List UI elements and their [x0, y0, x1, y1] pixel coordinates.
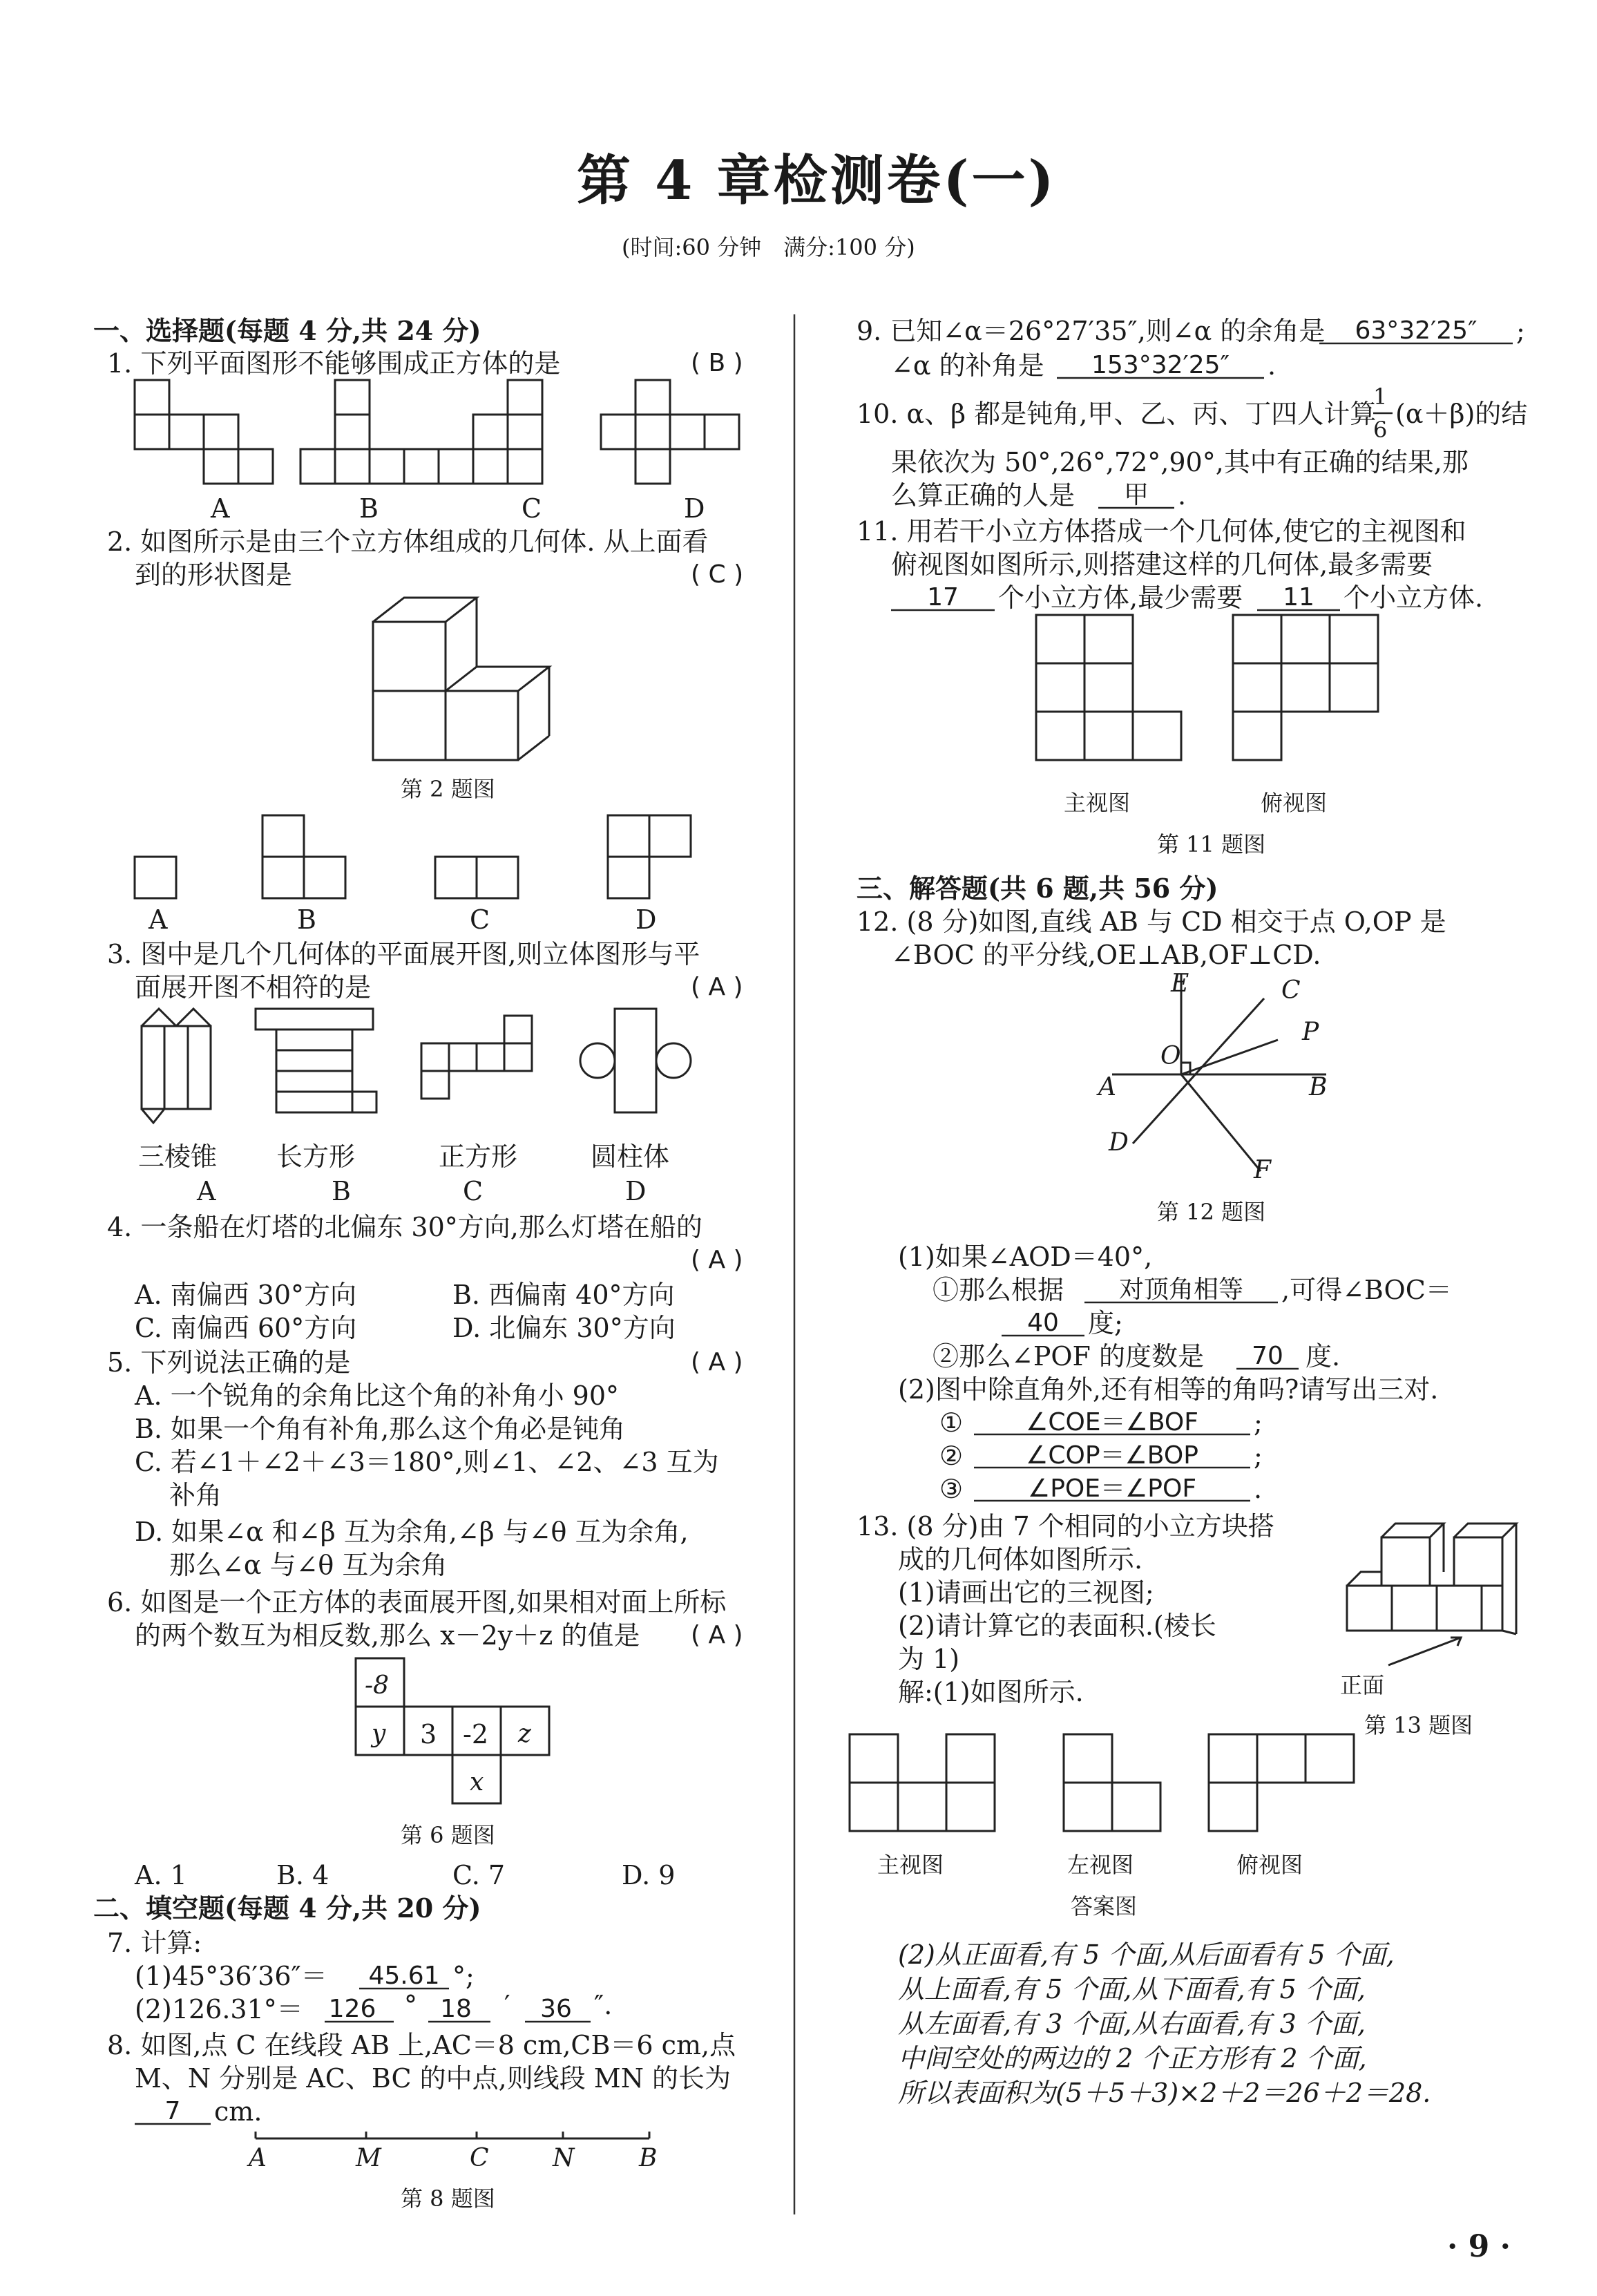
q9-text-line2: ∠α 的补角是	[891, 350, 1044, 381]
q7-part2-degrees: 126	[328, 1995, 376, 2023]
q2-answer: ( C )	[691, 560, 744, 589]
q12-part1a-value: 40	[1027, 1309, 1059, 1337]
section-choice-heading: 一、选择题(每题 4 分,共 24 分)	[93, 315, 481, 346]
q13-answer-main-view-label: 主视图	[877, 1852, 944, 1878]
q4-option-c: C. 南偏西 60°方向	[135, 1313, 357, 1343]
q7-part1-suffix: °;	[452, 1961, 475, 1991]
q2-option-a: A	[149, 904, 168, 935]
q2-option-c: C	[470, 904, 490, 935]
q12-part2-end1: ;	[1254, 1407, 1263, 1438]
q6-option-b: B. 4	[276, 1860, 329, 1890]
q1-option-d: D	[684, 493, 705, 524]
q12-part2-num2: ②	[939, 1441, 964, 1471]
q1-option-a: A	[211, 493, 230, 524]
q10-text-line3: 么算正确的人是	[891, 480, 1075, 511]
q3-name-d: 圆柱体	[591, 1141, 670, 1172]
q7-part2-minutes: 18	[440, 1995, 472, 2023]
q12-point-e: E	[1171, 969, 1189, 998]
q11-views-figure	[1033, 611, 1406, 770]
q12-point-d: D	[1109, 1128, 1129, 1157]
q12-point-a: A	[1098, 1073, 1116, 1101]
q6-text-line1: 6. 如图是一个正方体的表面展开图,如果相对面上所标	[107, 1587, 727, 1617]
q11-top-view-label: 俯视图	[1261, 790, 1328, 816]
q3-text-line2: 面展开图不相符的是	[135, 972, 372, 1003]
q13-text-line2: 成的几何体如图所示.	[898, 1544, 1143, 1575]
q7-part2-second-symbol: ″.	[594, 1990, 613, 2020]
q5-text: 5. 下列说法正确的是	[107, 1347, 351, 1378]
q12-point-p: P	[1302, 1018, 1319, 1046]
q1-option-c: C	[522, 493, 542, 524]
q4-answer: ( A )	[691, 1246, 743, 1274]
q10-text-line1-end: (α＋β)的结	[1395, 399, 1528, 429]
q7-part2-degree-symbol: °	[404, 1990, 417, 2020]
q11-caption: 第 11 题图	[1157, 831, 1266, 857]
q8-point-n: N	[553, 2144, 575, 2172]
q9-text-line1: 9. 已知∠α＝26°27′35″,则∠α 的余角是	[857, 316, 1326, 346]
q12-part1a-unit: 度;	[1088, 1308, 1123, 1338]
q2-options-figure	[131, 812, 698, 902]
q10-period: .	[1178, 480, 1187, 511]
q12-part1b-value: 70	[1252, 1342, 1283, 1370]
q12-point-b: B	[1309, 1073, 1328, 1101]
q3-nets-figure	[135, 1005, 701, 1123]
q12-part1b-unit: 度.	[1306, 1341, 1341, 1372]
q3-name-a: 三棱锥	[138, 1141, 218, 1172]
q9-supplement-answer: 153°32′25″	[1091, 351, 1230, 379]
q12-part2-answer3: ∠POE＝∠POF	[1027, 1474, 1197, 1503]
q4-option-d: D. 北偏东 30°方向	[452, 1313, 676, 1343]
q8-point-c: C	[470, 2144, 489, 2172]
q13-part2-line3: 从左面看,有 3 个面,从右面看,有 3 个面,	[898, 2009, 1366, 2039]
page-title: 第 4 章检测卷(一)	[577, 149, 1057, 212]
q9-period: .	[1268, 350, 1276, 381]
q9-semicolon: ;	[1516, 316, 1525, 346]
q6-caption: 第 6 题图	[401, 1822, 495, 1848]
q12-part1a-reason: 对顶角相等	[1118, 1275, 1243, 1304]
q12-point-o: O	[1160, 1042, 1181, 1070]
q6-option-d: D. 9	[622, 1860, 676, 1890]
q10-fraction-denominator: 6	[1373, 417, 1388, 443]
q5-option-d-line1: D. 如果∠α 和∠β 互为余角,∠β 与∠θ 互为余角,	[135, 1517, 689, 1547]
q3-option-a: A	[197, 1176, 216, 1206]
q8-unit: cm.	[214, 2096, 262, 2127]
q13-front-label: 正面	[1340, 1672, 1385, 1698]
page-number: · 9 ·	[1447, 2229, 1511, 2264]
q10-answer: 甲	[1123, 481, 1149, 509]
q12-part1b-prefix: ②那么∠POF 的度数是	[933, 1341, 1205, 1372]
q1-text: 1. 下列平面图形不能够围成正方体的是	[107, 348, 561, 379]
page-subtitle: (时间:60 分钟 满分:100 分)	[622, 234, 915, 260]
q5-option-c-line1: C. 若∠1＋∠2＋∠3＝180°,则∠1、∠2、∠3 互为	[135, 1447, 719, 1477]
q13-part2-line5: 所以表面积为(5＋5＋3)×2＋2＝26＋2＝28.	[898, 2078, 1431, 2108]
q8-answer: 7	[164, 2097, 181, 2125]
q12-caption: 第 12 题图	[1157, 1199, 1266, 1225]
q3-name-b: 长方形	[276, 1141, 356, 1172]
q11-main-view-label: 主视图	[1064, 790, 1131, 816]
q12-part2-answer1: ∠COE＝∠BOF	[1026, 1408, 1198, 1436]
q11-max-answer: 17	[927, 583, 959, 611]
q2-text-line1: 2. 如图所示是由三个立方体组成的几何体. 从上面看	[107, 526, 709, 557]
q13-part2-line1: (2)从正面看,有 5 个面,从后面看有 5 个面,	[898, 1939, 1395, 1970]
q7-part2-prefix: (2)126.31°＝	[135, 1994, 303, 2024]
q12-part1a-prefix: ①那么根据	[933, 1275, 1064, 1305]
q7-part1-answer: 45.61	[368, 1962, 440, 1990]
q5-option-b: B. 如果一个角有补角,那么这个角必是钝角	[135, 1414, 626, 1444]
q6-cell-3: 3	[420, 1719, 437, 1749]
q12-text-line2: ∠BOC 的平分线,OE⊥AB,OF⊥CD.	[891, 940, 1321, 970]
q12-part2-num1: ①	[939, 1407, 964, 1438]
q12-part2-text: (2)图中除直角外,还有相等的角吗?请写出三对.	[898, 1374, 1439, 1405]
q6-text-line2: 的两个数互为相反数,那么 x－2y＋z 的值是	[135, 1620, 640, 1651]
q2-option-d: D	[635, 904, 657, 935]
q10-fraction-numerator: 1	[1373, 383, 1388, 410]
q12-part1a-suffix: ,可得∠BOC＝	[1281, 1275, 1452, 1305]
q2-caption: 第 2 题图	[401, 776, 495, 802]
q3-option-b: B	[332, 1176, 351, 1206]
q6-option-a: A. 1	[135, 1860, 187, 1890]
q10-text-line2: 果依次为 50°,26°,72°,90°,其中有正确的结果,那	[891, 447, 1469, 477]
q13-part2-line4: 中间空处的两边的 2 个正方形有 2 个面,	[898, 2043, 1367, 2074]
q7-part2-seconds: 36	[540, 1995, 572, 2023]
section-fill-heading: 二、填空题(每题 4 分,共 20 分)	[93, 1892, 481, 1924]
q13-caption: 第 13 题图	[1364, 1712, 1473, 1738]
q5-option-a: A. 一个锐角的余角比这个角的补角小 90°	[135, 1381, 620, 1411]
q3-option-d: D	[625, 1176, 647, 1206]
q6-cell-minus2: -2	[463, 1719, 489, 1749]
q2-cubes-figure	[366, 594, 553, 760]
q11-text-line1: 11. 用若干小立方体搭成一个几何体,使它的主视图和	[857, 516, 1466, 547]
q3-option-c: C	[463, 1176, 484, 1206]
q7-text: 7. 计算:	[107, 1928, 202, 1958]
q8-text-line2: M、N 分别是 AC、BC 的中点,则线段 MN 的长为	[135, 2063, 731, 2094]
q2-text-line2: 到的形状图是	[135, 560, 293, 590]
q8-text-line1: 8. 如图,点 C 在线段 AB 上,AC＝8 cm,CB＝6 cm,点	[107, 2030, 736, 2060]
q8-segment-figure	[249, 2125, 656, 2152]
q1-nets-figure	[131, 377, 774, 494]
q4-option-a: A. 南偏西 30°方向	[135, 1280, 357, 1310]
q13-text-line3: (1)请画出它的三视图;	[898, 1577, 1154, 1608]
q6-cell-y: y	[372, 1720, 386, 1748]
q5-option-c-line2: 补角	[169, 1480, 222, 1510]
q5-option-d-line2: 那么∠α 与∠θ 互为余角	[169, 1550, 448, 1580]
q4-text: 4. 一条船在灯塔的北偏东 30°方向,那么灯塔在船的	[107, 1212, 702, 1242]
q13-answer-left-view-label: 左视图	[1067, 1852, 1134, 1878]
q4-option-b: B. 西偏南 40°方向	[452, 1280, 675, 1310]
q13-solution-start: 解:(1)如图所示.	[898, 1677, 1084, 1707]
q3-answer: ( A )	[691, 973, 743, 1001]
q12-part2-end3: .	[1254, 1474, 1263, 1504]
q3-name-c: 正方形	[439, 1141, 518, 1172]
q6-answer: ( A )	[691, 1621, 743, 1649]
q7-part2-minute-symbol: ′	[504, 1990, 510, 2020]
q10-text-line1: 10. α、β 都是钝角,甲、乙、丙、丁四人计算	[857, 399, 1377, 429]
q11-text-line2: 俯视图如图所示,则搭建这样的几何体,最多需要	[891, 549, 1433, 580]
q6-cell-x: x	[470, 1768, 484, 1796]
q6-cell-minus8: -8	[365, 1671, 390, 1700]
q8-point-m: M	[356, 2144, 381, 2172]
q11-min-answer: 11	[1283, 583, 1314, 611]
q12-text-line1: 12. (8 分)如图,直线 AB 与 CD 相交于点 O,OP 是	[857, 907, 1446, 937]
q12-point-c: C	[1281, 976, 1301, 1005]
q9-complement-answer: 63°32′25″	[1355, 316, 1478, 345]
q11-text-end: 个小立方体.	[1343, 582, 1484, 613]
q6-cell-z: z	[518, 1720, 531, 1748]
q12-point-f: F	[1254, 1156, 1271, 1184]
q7-part1-prefix: (1)45°36′36″＝	[135, 1961, 327, 1991]
q8-point-a: A	[249, 2144, 267, 2172]
q11-text-mid: 个小立方体,最少需要	[998, 582, 1243, 613]
q13-part2-line2: 从上面看,有 5 个面,从下面看,有 5 个面,	[898, 1974, 1366, 2004]
q13-text-line5: 为 1)	[898, 1644, 960, 1674]
q8-caption: 第 8 题图	[401, 2185, 495, 2212]
q5-answer: ( A )	[691, 1348, 743, 1376]
q12-part2-num3: ③	[939, 1474, 964, 1504]
q2-option-b: B	[297, 904, 316, 935]
q3-text-line1: 3. 图中是几个几何体的平面展开图,则立体图形与平	[107, 939, 700, 969]
q1-option-b: B	[359, 493, 379, 524]
q8-point-b: B	[639, 2144, 658, 2172]
q12-part2-answer2: ∠COP＝∠BOP	[1026, 1441, 1198, 1470]
q1-answer: ( B )	[691, 349, 743, 377]
section-solve-heading: 三、解答题(共 6 题,共 56 分)	[857, 873, 1218, 904]
q12-part1-text: (1)如果∠AOD＝40°,	[898, 1242, 1153, 1272]
q13-text-line1: 13. (8 分)由 7 个相同的小立方块搭	[857, 1511, 1274, 1541]
q13-cubes-figure	[1340, 1510, 1520, 1676]
q13-answer-views-figure	[846, 1731, 1454, 1841]
q6-option-c: C. 7	[452, 1860, 506, 1890]
q13-answer-caption: 答案图	[1071, 1893, 1138, 1919]
q12-part2-end2: ;	[1254, 1441, 1263, 1471]
q13-answer-top-view-label: 俯视图	[1236, 1852, 1303, 1878]
q13-text-line4: (2)请计算它的表面积.(棱长	[898, 1611, 1216, 1641]
